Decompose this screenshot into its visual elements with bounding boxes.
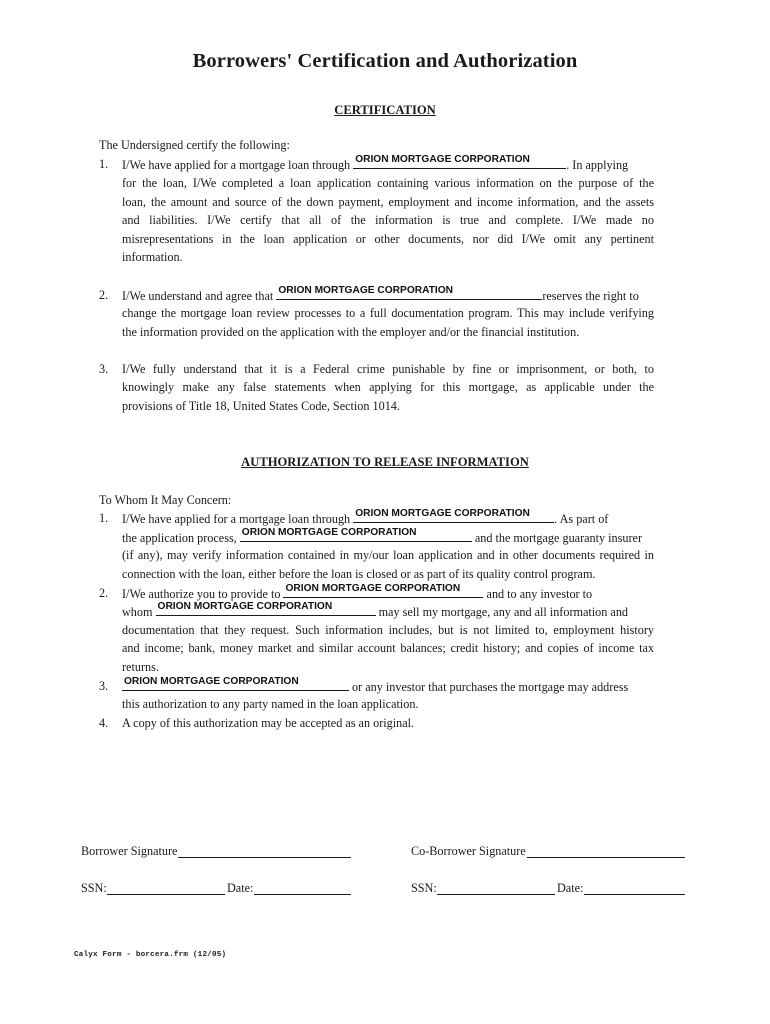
cert-item-3-number: 3. (99, 362, 109, 376)
cert-item-1-line-6: information. (122, 250, 183, 264)
borrower-signature-label: Borrower Signature (81, 844, 178, 858)
borrower-date-line[interactable] (254, 894, 351, 895)
coborrower-signature-label: Co-Borrower Signature (411, 844, 526, 858)
cert-item-2-text-after: reserves the right to (542, 289, 639, 303)
auth-item-3-line-1 (122, 677, 654, 697)
auth-item-4-line-1: A copy of this authorization may be accepted as an original. (122, 716, 415, 730)
authorization-heading: AUTHORIZATION TO RELEASE INFORMATION (241, 455, 529, 469)
auth-item-3-number: 3. (99, 679, 109, 693)
coborrower-signature-line[interactable] (527, 857, 685, 858)
cert-item-1-text-after: . In applying (566, 158, 629, 172)
borrower-ssn-line[interactable] (107, 894, 225, 895)
cert-item-1-line-3: loan, the amount and source of the down payment, employment and income information, and the assets (122, 195, 654, 209)
certification-heading: CERTIFICATION (334, 103, 436, 117)
cert-item-1-line-4: and liabilities. I/We certify that all of the information is true and complete. I/We made no (122, 213, 654, 227)
auth-item-1-text-after: . As part of (554, 512, 609, 526)
coborrower-ssn-line[interactable] (437, 894, 555, 895)
cert-item-1-number: 1. (99, 157, 109, 171)
auth-item-1-line-2 (122, 528, 654, 548)
lender-name-field[interactable]: ORION MORTGAGE CORPORATION (240, 528, 472, 542)
auth-item-1-line-3: (if any), may verify information contained in my/our loan application and in other documents required in (122, 548, 654, 562)
auth-item-1-text-2-after: and the mortgage guaranty insurer (474, 531, 643, 545)
cert-item-2-number: 2. (99, 288, 109, 302)
lender-name-field[interactable]: ORION MORTGAGE CORPORATION (276, 286, 542, 300)
borrower-signature-line[interactable] (178, 857, 351, 858)
authorization-intro: To Whom It May Concern: (99, 493, 232, 507)
auth-item-1-text-2: the application process, (122, 531, 237, 545)
cert-item-1-line-1 (122, 155, 654, 175)
cert-item-2-line-2: change the mortgage loan review processes to a full documentation program. This may include verifying (122, 306, 654, 320)
coborrower-date-label: Date: (557, 881, 584, 895)
auth-item-3-line-2: this authorization to any party named in the loan application. (122, 697, 419, 711)
auth-item-1-number: 1. (99, 511, 109, 525)
auth-item-2-line-4: and income; bank, money market and similar account balances; credit history; and copies of income tax (122, 641, 654, 655)
auth-item-2-number: 2. (99, 586, 109, 600)
cert-item-1-text: I/We have applied for a mortgage loan through (122, 158, 351, 172)
auth-item-2-text-2-after: may sell my mortgage, any and all information and (378, 605, 629, 619)
cert-item-3-line-1: I/We fully understand that it is a Federal crime punishable by fine or imprisonment, or both, to (122, 362, 654, 376)
cert-item-1-line-2: for the loan, I/We completed a loan application containing various information on the purpose of the (122, 176, 654, 190)
cert-item-1-line-5: misrepresentations in the loan application or other documents, nor did I/We omit any pertinent (122, 232, 654, 246)
lender-name-field[interactable]: ORION MORTGAGE CORPORATION (353, 155, 566, 169)
lender-name-field[interactable]: ORION MORTGAGE CORPORATION (283, 584, 483, 598)
cert-item-3-line-3: provisions of Title 18, United States Code, Section 1014. (122, 399, 400, 413)
auth-item-2-line-5: returns. (122, 660, 159, 674)
cert-item-2-line-3: the information provided on the application with the employer and/or the financial institution. (122, 325, 580, 339)
auth-item-3-text-after: or any investor that purchases the mortgage may address (352, 680, 629, 694)
lender-name-field[interactable]: ORION MORTGAGE CORPORATION (122, 677, 349, 691)
cert-item-2-text: I/We understand and agree that (122, 289, 274, 303)
auth-item-2-line-2 (122, 602, 654, 622)
auth-item-2-text-after: and to any investor to (486, 587, 593, 601)
auth-item-4-number: 4. (99, 716, 109, 730)
borrower-date-label: Date: (227, 881, 254, 895)
coborrower-ssn-label: SSN: (411, 881, 437, 895)
document-title: Borrowers' Certification and Authorization (192, 50, 578, 72)
certification-intro: The Undersigned certify the following: (99, 138, 290, 152)
coborrower-date-line[interactable] (584, 894, 685, 895)
auth-item-2-text-2: whom (122, 605, 153, 619)
auth-item-2-line-3: documentation that they request. Such information includes, but is not limited to, employment history (122, 623, 654, 637)
cert-item-2-line-1 (122, 286, 654, 306)
cert-item-3-line-2: knowingly make any false statements when applying for this mortgage, as applicable under the (122, 380, 654, 394)
borrower-ssn-label: SSN: (81, 881, 107, 895)
auth-item-1-line-4: connection with the loan, either before the loan is closed or as part of its quality control program. (122, 567, 596, 581)
form-footer: Calyx Form - borcera.frm (12/05) (74, 951, 227, 959)
lender-name-field[interactable]: ORION MORTGAGE CORPORATION (156, 602, 376, 616)
auth-item-2-text: I/We authorize you to provide to (122, 587, 281, 601)
auth-item-1-text: I/We have applied for a mortgage loan through (122, 512, 351, 526)
lender-name-field[interactable]: ORION MORTGAGE CORPORATION (353, 509, 554, 523)
